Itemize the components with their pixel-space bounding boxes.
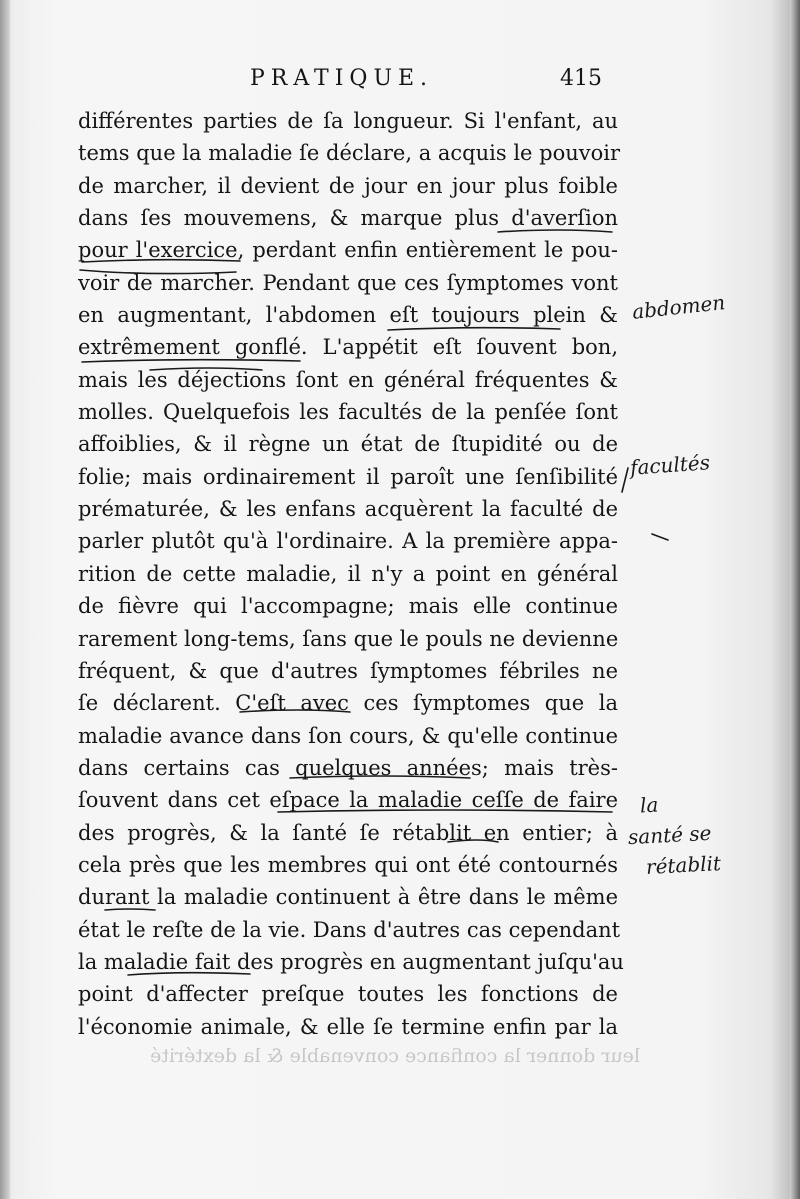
margin-slash bbox=[622, 468, 628, 492]
margin-dash bbox=[652, 534, 668, 540]
running-head: PRATIQUE. bbox=[250, 66, 434, 91]
page-edge-shadow bbox=[790, 0, 800, 1199]
text-line: des progrès, & la ſanté ſe rétablit en entier; à bbox=[78, 820, 618, 845]
page-gutter-shadow bbox=[0, 0, 10, 1199]
text-line: fréquent, & que d'autres ſymptomes fébriles ne bbox=[78, 658, 618, 683]
text-line: mais les déjections ſont en général fréquentes & bbox=[78, 367, 618, 392]
text-line: rition de cette maladie, il n'y a point en général bbox=[78, 561, 618, 586]
text-line: la maladie fait des progrès en augmentant juſqu'au bbox=[78, 949, 624, 974]
text-line: maladie avance dans ſon cours, & qu'elle continue bbox=[78, 723, 618, 748]
margin-note-sante-line1: la bbox=[639, 792, 659, 818]
body-text bbox=[78, 105, 624, 1043]
text-line: parler plutôt qu'à l'ordinaire. A la première appa- bbox=[78, 529, 618, 554]
text-line: l'économie animale, & elle ſe termine enfin par la bbox=[78, 1014, 618, 1039]
text-line: état le reſte de la vie. Dans d'autres cas cependant bbox=[78, 917, 621, 942]
text-line: rarement long-tems, ſans que le pouls ne devienne bbox=[78, 626, 619, 651]
text-line: de fièvre qui l'accompagne; mais elle continue bbox=[78, 594, 618, 619]
text-line: ſouvent dans cet eſpace la maladie ceſſe de faire bbox=[78, 788, 618, 813]
text-line: cela près que les membres qui ont été contournés bbox=[78, 852, 618, 877]
text-line: dans ſes mouvemens, & marque plus d'averſion bbox=[78, 206, 618, 231]
text-line: en augmentant, l'abdomen eſt toujours plein & bbox=[78, 303, 618, 328]
text-line: durant la maladie continuent à être dans le même bbox=[78, 885, 618, 910]
text-line: pour l'exercice, perdant enfin entièrement le pou- bbox=[78, 238, 618, 263]
text-line: dans certains cas quelques années; mais très- bbox=[78, 755, 618, 780]
text-line: molles. Quelquefois les facultés de la penſée ſont bbox=[78, 400, 618, 425]
text-line: point d'affecter preſque toutes les fonctions de bbox=[78, 982, 618, 1007]
text-line: de marcher, il devient de jour en jour plus foible bbox=[78, 173, 618, 198]
margin-note-sante-line2: santé se bbox=[627, 820, 712, 850]
text-line: folie; mais ordinairement il paroît une ſenſibilité bbox=[78, 464, 618, 489]
text-line: différentes parties de ſa longueur. Si l'enfant, au bbox=[78, 109, 618, 133]
margin-note-facultes: facultés bbox=[629, 450, 711, 480]
page-number: 415 bbox=[560, 66, 602, 91]
text-line: ſe déclarent. C'eſt avec ces ſymptomes que la bbox=[78, 691, 618, 716]
text-line: voir de marcher. Pendant que ces ſymptomes vont bbox=[78, 270, 618, 295]
margin-note-abdomen: abdomen bbox=[631, 290, 727, 324]
text-line: extrêmement gonflé. L'appétit eſt ſouvent bon, bbox=[78, 335, 618, 360]
text-line: tems que la maladie ſe déclare, a acquis le pouvoir bbox=[78, 141, 621, 166]
bleed-through-text: leur donner la confiance convenable & la dextérité bbox=[150, 1045, 640, 1067]
text-line: affoiblies, & il règne un état de ſtupidité ou de bbox=[78, 432, 618, 457]
margin-note-sante-line3: rétablit bbox=[645, 851, 722, 879]
text-line: prématurée, & les enfans acquèrent la faculté de bbox=[78, 497, 618, 522]
